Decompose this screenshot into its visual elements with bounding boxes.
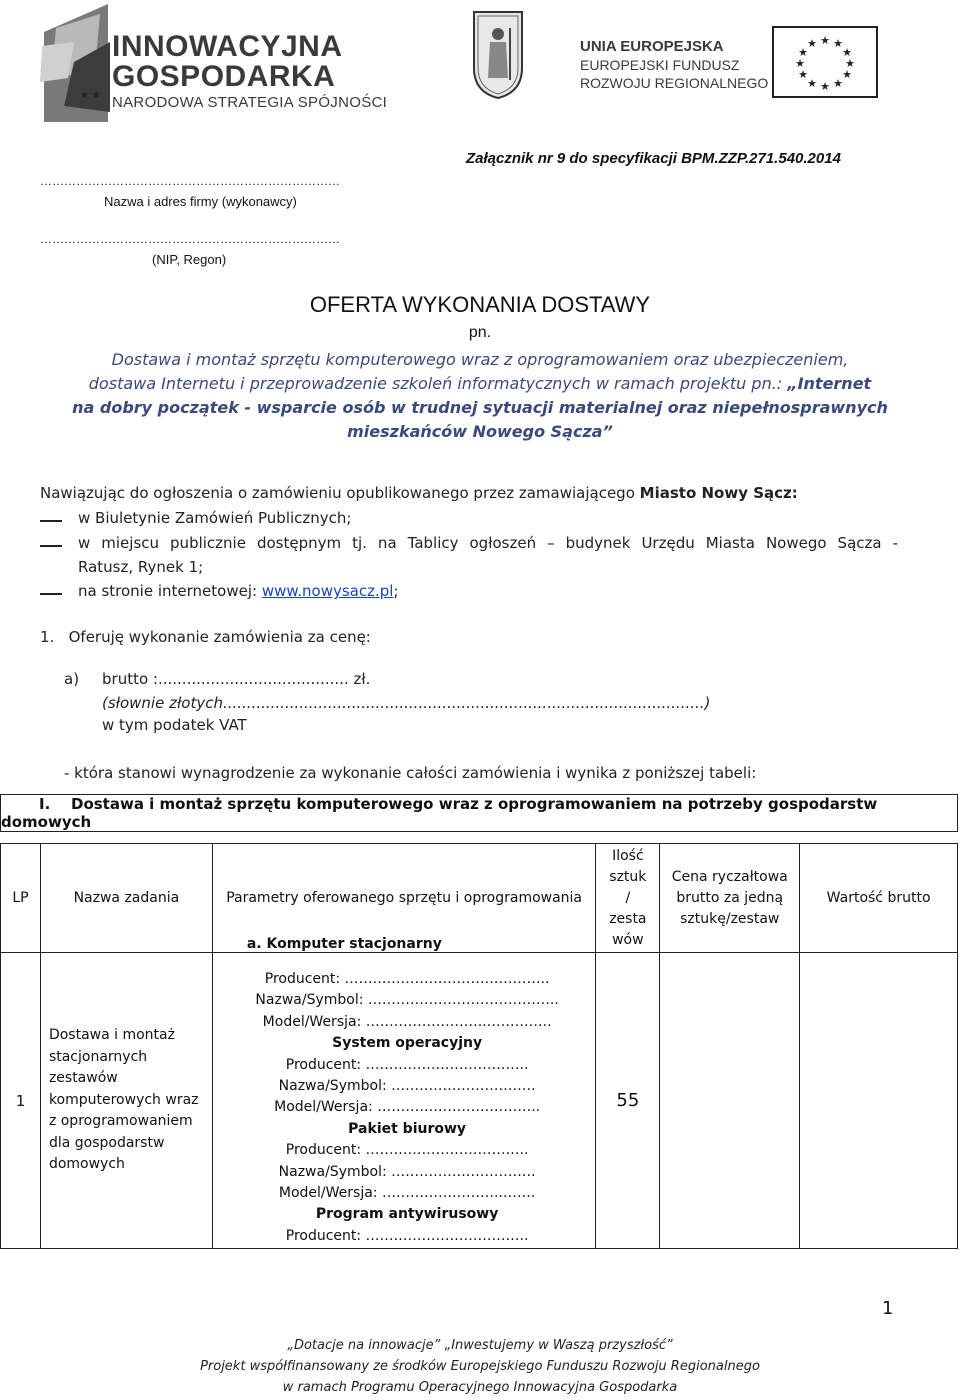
- params-field[interactable]: Producent: ……………………………..: [285, 1142, 529, 1159]
- bullet-bzp: w Biuletynie Zamówień Publicznych;: [78, 509, 352, 527]
- bullet-dash: [40, 545, 62, 547]
- table-note: - która stanowi wynagrodzenie za wykonanie całości zamówienia i wynika z poniższej tabeli:: [64, 764, 757, 782]
- row-params[interactable]: [212, 953, 596, 1249]
- params-field[interactable]: Nazwa/Symbol: ………………………….: [278, 1078, 536, 1095]
- subject-line1: Dostawa i montaż sprzętu komputerowego wraz z oprogramowaniem oraz ubezpieczeniem,: [111, 350, 849, 369]
- row-qty: 55: [596, 953, 660, 1249]
- website-link[interactable]: www.nowysacz.pl: [261, 582, 394, 600]
- svg-text:★: ★: [798, 46, 808, 59]
- params-field[interactable]: Producent: ……………………………………..: [264, 971, 550, 987]
- eu-fund-text: [580, 38, 768, 92]
- section-title: Dostawa i montaż sprzętu komputerowego wraz z oprogramowaniem na potrzeby gospodarstw domowych: [1, 795, 878, 831]
- ig-logo-icon: [34, 2, 114, 124]
- row-task: [40, 953, 212, 1249]
- svg-text:★: ★: [820, 80, 830, 93]
- params-field[interactable]: Model/Wersja: ……………………..…………..: [262, 1013, 552, 1030]
- vat-note: w tym podatek VAT: [102, 716, 247, 734]
- subject-line3: na dobry początek - wsparcie osób w trudnej sytuacji materialnej oraz niepełnosprawnych: [72, 398, 888, 417]
- price-line: Cena ryczałtowa: [671, 868, 788, 885]
- bullet-notice-board-cont: Ratusz, Rynek 1;: [78, 558, 204, 576]
- params-field[interactable]: Nazwa/Symbol: ………………………….: [278, 1163, 536, 1180]
- eu-line1: UNIA EUROPEJSKA: [580, 38, 724, 55]
- params-subheading: Program antywirusowy: [315, 1206, 499, 1223]
- price-line: sztukę/zestaw: [680, 910, 780, 927]
- spacer-row: [1, 832, 958, 844]
- svg-text:★: ★: [845, 57, 855, 70]
- table-header-row: [1, 844, 958, 953]
- params-subheading: Pakiet biurowy: [348, 1120, 467, 1137]
- task-line: komputerowych wraz: [48, 1091, 199, 1108]
- svg-text:★: ★: [842, 46, 852, 59]
- eu-line3: ROZWOJU REGIONALNEGO: [580, 75, 769, 91]
- price-a-label: a): [64, 670, 80, 688]
- subject-line2-text: dostawa Internetu i przeprowadzenie szkoleń informatycznych w ramach projektu pn.:: [88, 374, 788, 393]
- qty-line: sztuk: [609, 868, 647, 885]
- brutto-field[interactable]: brutto :........................................ zł.: [102, 670, 371, 688]
- params-field[interactable]: Model/Wersja: ……………………………..: [274, 1099, 541, 1116]
- col-unit-price: [660, 844, 800, 953]
- row-lp: 1: [1, 953, 41, 1249]
- ig-subtitle: NARODOWA STRATEGIA SPÓJNOŚCI: [112, 94, 388, 111]
- firm-name-label: Nazwa i adres firmy (wykonawcy): [104, 194, 297, 209]
- svg-text:★: ★: [842, 68, 852, 81]
- price-line: brutto za jedną: [676, 889, 784, 906]
- project-name-start: „Internet: [787, 374, 872, 393]
- footer-line3: w ramach Programu Operacyjnego Innowacyjna Gospodarka: [282, 1380, 678, 1395]
- firm-name-field[interactable]: …………………………………………………………………: [40, 174, 340, 188]
- svg-text:★: ★: [833, 77, 843, 90]
- slownie-field[interactable]: (słownie złotych.....................................................................................................): [102, 694, 711, 712]
- task-line: dla gospodarstw: [48, 1134, 165, 1151]
- attachment-reference: Załącznik nr 9 do specyfikacji BPM.ZZP.271.540.2014: [466, 150, 841, 167]
- col-params-label: Parametry oferowanego sprzętu i oprogramowania: [226, 890, 583, 906]
- task-line: zestawów: [48, 1070, 118, 1087]
- document-title: OFERTA WYKONANIA DOSTAWY: [309, 292, 651, 317]
- crest-icon: [470, 8, 526, 100]
- eu-line2: EUROPEJSKI FUNDUSZ: [580, 57, 740, 73]
- col-value: Wartość brutto: [800, 844, 958, 953]
- bullet-dash: [40, 520, 62, 522]
- qty-line: zesta: [609, 910, 647, 927]
- bullet-notice-board: w miejscu publicznie dostępnym tj. na Tablicy ogłoszeń – budynek Urzędu Miasta Nowego Sącza -: [78, 534, 898, 552]
- page-number: 1: [882, 1298, 894, 1319]
- svg-text:★: ★: [798, 68, 808, 81]
- footer-line1: „Dotacje na innowacje” „Inwestujemy w Waszą przyszłość”: [287, 1338, 673, 1353]
- svg-text:★: ★: [795, 57, 805, 70]
- row-value[interactable]: [800, 953, 958, 1249]
- eu-flag-logo: [772, 26, 878, 98]
- col-lp: LP: [1, 844, 41, 953]
- spacer-cell: [1, 832, 958, 844]
- svg-text:★ ★: ★ ★: [80, 90, 101, 101]
- intro-text: Nawiązując do ogłoszenia o zamówieniu opublikowanego przez zamawiającego: [40, 484, 640, 502]
- ig-title-line1: INNOWACYJNA: [112, 30, 343, 63]
- subject-line2: [40, 372, 920, 396]
- table-row: [1, 953, 958, 1249]
- section-number: I.: [39, 795, 51, 813]
- intro-paragraph: [40, 484, 798, 502]
- params-subheading: System operacyjny: [332, 1035, 483, 1052]
- qty-line: wów: [612, 931, 644, 948]
- params-field[interactable]: Producent: ……………………………..: [285, 1056, 529, 1073]
- point-1: 1. Oferuję wykonanie zamówienia za cenę:: [40, 628, 371, 646]
- qty-line: /: [625, 889, 631, 906]
- task-line: stacjonarnych: [48, 1048, 148, 1065]
- website-suffix: ;: [393, 582, 399, 600]
- city-crest-logo: [470, 8, 526, 100]
- footer-line2: Projekt współfinansowany ze środków Europejskiego Funduszu Rozwoju Regionalnego: [200, 1359, 760, 1374]
- row-unit-price[interactable]: [660, 953, 800, 1249]
- bullet-website: [78, 582, 399, 600]
- section-heading: [1, 795, 958, 832]
- svg-text:★: ★: [833, 37, 843, 50]
- svg-text:★: ★: [807, 77, 817, 90]
- task-line: z oprogramowaniem: [48, 1113, 193, 1130]
- svg-text:★: ★: [820, 34, 830, 47]
- offer-table: [0, 794, 958, 1249]
- qty-line: Ilość: [612, 847, 644, 864]
- col-qty: [596, 844, 660, 953]
- params-field[interactable]: Nazwa/Symbol: …………………………………..: [255, 992, 559, 1009]
- pn-label: pn.: [468, 324, 492, 341]
- ig-title-line2: GOSPODARKA: [112, 60, 336, 93]
- bullet-dash: [40, 593, 62, 595]
- params-field[interactable]: Producent: ……………………………..: [285, 1227, 529, 1244]
- nip-regon-field[interactable]: …………………………………………………………………: [40, 232, 340, 246]
- svg-text:★: ★: [807, 37, 817, 50]
- contracting-authority: Miasto Nowy Sącz:: [639, 484, 798, 502]
- website-text: na stronie internetowej:: [78, 582, 262, 600]
- section-row: [1, 795, 958, 832]
- eu-stars-icon: [772, 26, 878, 98]
- subject-line4: mieszkańców Nowego Sącza”: [347, 422, 613, 441]
- contract-subject: [40, 348, 920, 444]
- task-line: Dostawa i montaż: [48, 1027, 175, 1044]
- nip-regon-label: (NIP, Regon): [152, 252, 227, 267]
- params-field[interactable]: Model/Wersja: ……………………..…….: [278, 1185, 536, 1202]
- col-params: [212, 844, 596, 953]
- task-line: domowych: [48, 1156, 125, 1173]
- computer-heading: a. Komputer stacjonarny: [246, 936, 442, 952]
- col-task: Nazwa zadania: [40, 844, 212, 953]
